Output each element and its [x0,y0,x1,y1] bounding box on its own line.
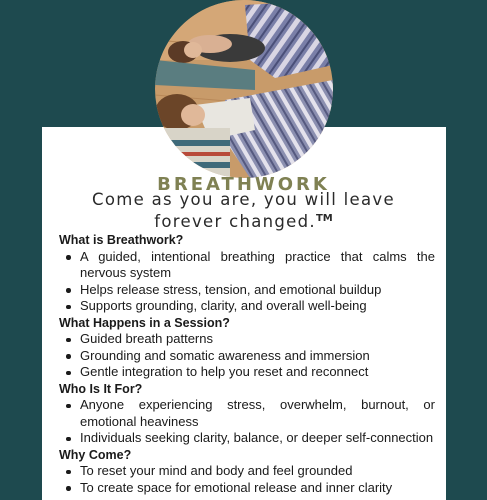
section-heading-why: Why Come? [59,447,132,462]
list-item: Anyone experiencing stress, overwhelm, burnout, or emotional heaviness [59,397,435,430]
list-item: Helps release stress, tension, and emotional buildup [59,282,435,299]
tagline-line-2 [0,209,487,231]
info-content [59,232,435,496]
list-item: To reset your mind and body and feel grounded [59,463,435,480]
section-list-what [59,249,435,315]
tagline-line-2-text: forever changed. [154,212,316,231]
section-list-why [59,463,435,496]
list-item: A guided, intentional breathing practice that calms the nervous system [59,249,435,282]
tagline [0,190,487,231]
list-item: Grounding and somatic awareness and immersion [59,348,435,365]
breathwork-photo [155,0,333,178]
list-item: Supports grounding, clarity, and overall well-being [59,298,435,315]
list-item: Guided breath patterns [59,331,435,348]
section-heading-what: What is Breathwork? [59,233,184,247]
tagline-line-1: Come as you are, you will leave [92,190,395,209]
trademark-symbol: TM [315,213,333,224]
section-list-session [59,331,435,381]
section-heading-session: What Happens in a Session? [59,315,230,330]
list-item: To create space for emotional release and inner clarity [59,480,435,497]
section-heading-who: Who Is It For? [59,381,143,396]
page-title: BREATHWORK [157,174,330,195]
list-item: Gentle integration to help you reset and reconnect [59,364,435,381]
section-list-who [59,397,435,447]
list-item: Individuals seeking clarity, balance, or deeper self-connection [59,430,435,447]
